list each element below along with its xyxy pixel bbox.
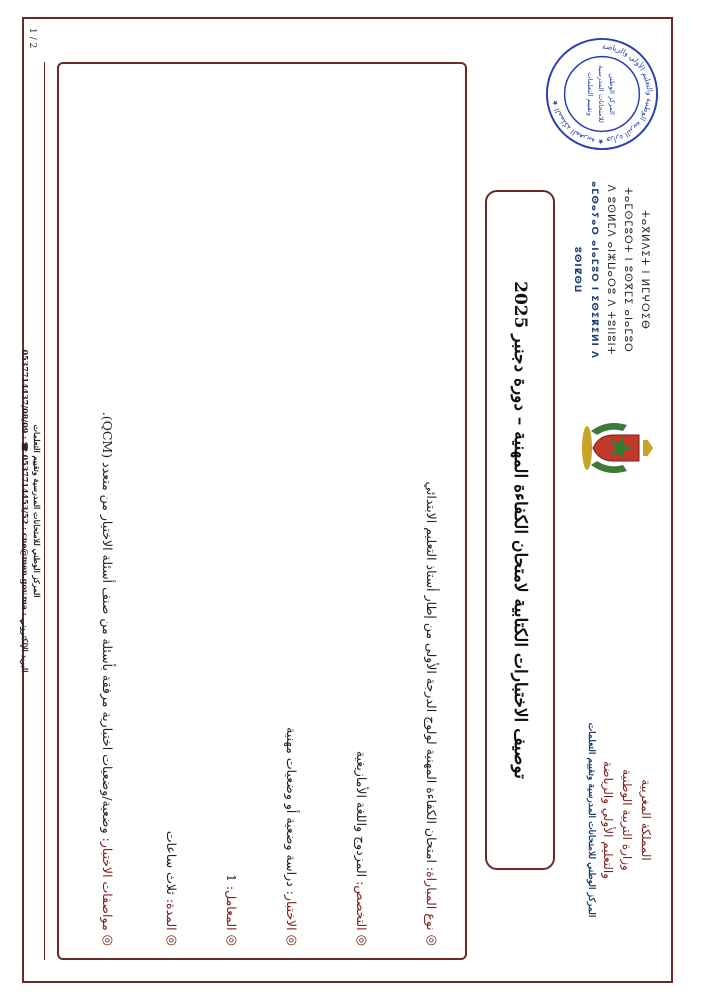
letterhead (550, 35, 667, 965)
page-title: توصيف الاختبارات الكتابية لامتحان الكفاءة المهنية – دورة دجنبر 2025 (510, 281, 530, 779)
footer-divider (44, 62, 45, 960)
list-item-specialty (354, 751, 369, 946)
ministry-name-tifinagh (568, 165, 653, 375)
tifinagh-line-2: ⵜⴰⵎⵙⵎⵓⵔⵜ ⵏ ⵓⵙⴳⵎⵉ ⴰⵏⴰⵎⵓⵔ (622, 187, 633, 353)
item-value: دراسة وضعية أو وضعيات مهنية (284, 727, 299, 887)
bullet-icon: ◎ (424, 934, 439, 946)
list-item-duration (164, 831, 179, 946)
item-value: المزدوج واللغة الأمازيغية (354, 750, 369, 878)
ministry-line-4: المركز الوطني للامتحانات المدرسية وتقييم التعلمات (586, 722, 596, 918)
footer (19, 62, 43, 960)
bullet-icon: ◎ (164, 934, 179, 946)
ministry-name-arabic (584, 675, 655, 965)
list-item-coefficient (224, 874, 239, 946)
footer-contact: 0537714437/08/09 : ☎ 0537714453/52 : cne@men.gov.ma : البريد الإلكتروني (20, 349, 30, 673)
item-value: وضعية/وضعيات اختبارية مرفقة بأسئلة من صنف أسئلة الاختيار من متعدد (QCM). (100, 411, 115, 834)
tifinagh-line-4: ⴰⵎⵙⴰⵢⴰⵔ ⴰⵏⴰⵎⵓⵔ ⵏ ⵉⵙⵉⴽⵉⵍⵏ ⴷ ⵓⵙⵏⵇⵙⵡ (572, 180, 599, 360)
item-value: امتحان الكفاءة المهنية لولوج الدرجة الأولى من إطار أستاذ التعليم الابتدائي (424, 481, 439, 863)
list-item-test (284, 727, 299, 946)
item-label: الاختبار: (284, 890, 299, 931)
ministry-line-2: وزارة التربية الوطنية (620, 769, 634, 871)
stamp-ring-text: المملكة المغربية ★ وزارة التربية الوطنية والتعليم الأولي والرياضة ★ (550, 41, 655, 147)
stamp-center-line-1: المركز الوطني (607, 73, 616, 115)
ministry-line-1: المملكة المغربية (639, 779, 653, 861)
list-item-exam-type (424, 481, 439, 946)
stamp-center-line-2: للامتحانات المدرسية (597, 65, 606, 123)
bullet-icon: ◎ (354, 934, 369, 946)
official-stamp-icon (543, 35, 661, 153)
page-number: 1 / 2 (27, 28, 37, 49)
item-label: نوع المباراة: (424, 866, 439, 931)
footer-org-name: المركز الوطني للامتحانات المدرسية وتقييم التعلمات (32, 424, 42, 598)
title-box (485, 190, 555, 870)
stamp-center-line-3: وتقييم التعلمات (586, 72, 595, 116)
item-value: ثلاث ساعات (164, 830, 179, 895)
tifinagh-line-1: ⵜⴰⴳⵍⴷⵉⵜ ⵏ ⵍⵎⵖⵔⵉⴱ (639, 210, 650, 330)
item-value: 1 (224, 873, 239, 882)
item-label: التخصص: (354, 881, 369, 931)
ministry-line-3: والتعليم الأولي والرياضة (601, 760, 615, 880)
tifinagh-line-3: ⴷ ⵓⵙⵍⵎⴷ ⴰⵏⵣⵡⴰⵔⵓ ⴷ ⵜⵓⵏⵏⵓⵏⵜ (605, 184, 616, 356)
bullet-icon: ◎ (100, 934, 115, 946)
specification-list (57, 62, 467, 960)
list-item-test-specs (100, 412, 115, 946)
item-label: مواصفات الاختبار: (100, 837, 115, 931)
item-label: المدة: (164, 898, 179, 931)
bullet-icon: ◎ (224, 934, 239, 946)
coat-of-arms-icon (577, 413, 657, 483)
bullet-icon: ◎ (284, 934, 299, 946)
item-label: المعامل: (224, 885, 239, 931)
